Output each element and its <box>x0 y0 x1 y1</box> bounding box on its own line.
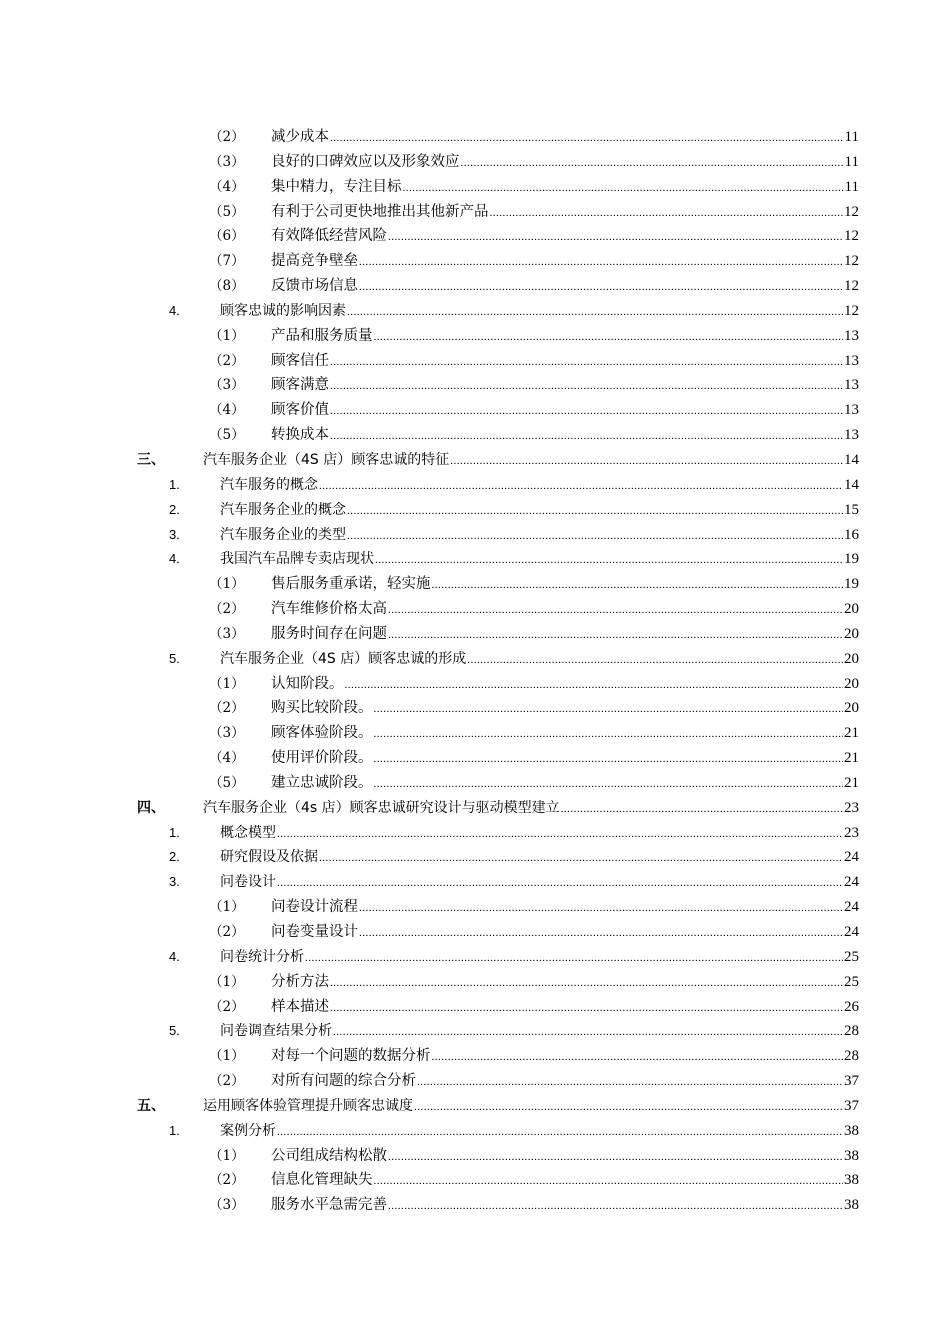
toc-entry-page-number: 13 <box>844 377 859 394</box>
toc-entry-number: （3） <box>209 625 245 642</box>
dot-leader <box>388 225 843 250</box>
dot-leader <box>319 846 843 871</box>
toc-entry-level-3[interactable] <box>0 274 950 299</box>
toc-entry-level-3[interactable] <box>0 672 950 697</box>
toc-entry-number: 5. <box>169 1023 180 1039</box>
toc-entry-level-3[interactable] <box>0 771 950 796</box>
toc-entry-body <box>220 473 859 499</box>
toc-entry-page-number: 12 <box>844 278 859 295</box>
toc-entry-number: （2） <box>209 924 245 940</box>
toc-entry-page-number: 26 <box>844 998 859 1015</box>
toc-entry-page-number: 12 <box>844 203 859 220</box>
toc-entry-title: 反馈市场信息 <box>271 278 358 295</box>
toc-entry-title: 顾客信任 <box>271 352 329 369</box>
toc-entry-number: （1） <box>209 899 245 916</box>
toc-entry-page-number: 13 <box>844 427 859 444</box>
toc-entry-level-3[interactable] <box>0 398 950 423</box>
dot-leader <box>490 201 844 226</box>
toc-entry-number: （3） <box>209 153 245 170</box>
dot-leader <box>330 350 843 375</box>
toc-entry-body <box>271 274 859 300</box>
toc-entry-title: 问卷变量设计 <box>271 924 358 940</box>
toc-entry-page-number: 38 <box>844 1172 859 1189</box>
table-of-contents <box>0 125 950 1218</box>
dot-leader <box>277 871 843 896</box>
dot-leader <box>333 1020 843 1045</box>
dot-leader <box>330 971 843 996</box>
toc-entry-page-number: 20 <box>844 700 859 717</box>
toc-entry-page-number: 12 <box>844 228 859 245</box>
dot-leader <box>359 275 843 300</box>
toc-entry-body <box>271 125 859 151</box>
toc-entry-level-2[interactable] <box>0 299 950 324</box>
toc-entry-level-3[interactable] <box>0 200 950 225</box>
dot-leader <box>330 374 843 399</box>
toc-entry-body <box>271 175 859 201</box>
toc-entry-body <box>220 821 859 847</box>
toc-entry-number: （2） <box>209 129 245 145</box>
toc-entry-number: （7） <box>209 253 245 270</box>
toc-entry-level-3[interactable] <box>0 324 950 349</box>
toc-entry-page-number: 21 <box>844 750 859 767</box>
dot-leader <box>277 1120 843 1145</box>
toc-entry-page-number: 16 <box>844 526 859 543</box>
toc-entry-title: 汽车服务企业（4S 店）顾客忠诚的形成 <box>220 650 467 667</box>
toc-entry-title: 我国汽车品牌专卖店现状 <box>220 551 374 568</box>
toc-entry-number: （3） <box>209 725 245 742</box>
toc-entry-level-3[interactable] <box>0 920 950 945</box>
dot-leader <box>417 1070 843 1095</box>
toc-entry-title: 问卷统计分析 <box>220 948 304 965</box>
toc-entry-level-3[interactable] <box>0 249 950 274</box>
toc-entry-page-number: 20 <box>844 675 859 692</box>
toc-entry-title: 问卷设计 <box>220 874 276 891</box>
toc-entry-body <box>271 672 859 698</box>
toc-entry-body <box>271 1144 859 1170</box>
toc-entry-page-number: 12 <box>844 302 859 319</box>
toc-entry-title: 分析方法 <box>271 973 329 990</box>
toc-entry-number: （2） <box>209 998 245 1015</box>
toc-entry-body <box>220 1119 859 1145</box>
toc-entry-number: （4） <box>209 750 245 767</box>
toc-entry-body <box>220 647 859 673</box>
dot-leader <box>450 449 843 474</box>
toc-entry-title: 问卷设计流程 <box>271 899 358 916</box>
toc-entry-page-number: 25 <box>844 948 859 965</box>
toc-entry-title: 集中精力，专注目标 <box>271 178 402 195</box>
toc-entry-title: 顾客价值 <box>271 402 329 419</box>
toc-entry-body <box>271 895 859 921</box>
dot-leader <box>330 996 843 1021</box>
toc-entry-title: 产品和服务质量 <box>271 327 373 344</box>
toc-entry-body <box>271 200 859 226</box>
toc-entry-body <box>271 224 859 250</box>
toc-entry-page-number: 37 <box>844 1073 859 1090</box>
toc-entry-level-1[interactable] <box>0 796 950 821</box>
toc-entry-page-number: 37 <box>844 1097 859 1114</box>
dot-leader <box>330 424 843 449</box>
toc-entry-title: 对每一个问题的数据分析 <box>271 1048 431 1065</box>
toc-entry-level-3[interactable] <box>0 423 950 448</box>
toc-entry-body <box>271 1193 859 1219</box>
toc-entry-number: （4） <box>209 402 245 419</box>
toc-entry-page-number: 19 <box>844 576 859 593</box>
toc-entry-level-2[interactable] <box>0 870 950 895</box>
toc-entry-body <box>271 746 859 772</box>
toc-entry-page-number: 12 <box>844 253 859 270</box>
toc-entry-number: （5） <box>209 427 245 444</box>
toc-entry-title: 顾客满意 <box>271 377 329 394</box>
toc-entry-title: 运用顾客体验管理提升顾客忠诚度 <box>203 1097 413 1114</box>
toc-entry-title: 建立忠诚阶段。 <box>271 774 373 791</box>
toc-entry-page-number: 21 <box>844 774 859 791</box>
dot-leader <box>374 1169 844 1194</box>
dot-leader <box>432 1045 844 1070</box>
toc-entry-body <box>271 324 859 350</box>
toc-entry-level-3[interactable] <box>0 1069 950 1094</box>
dot-leader <box>359 250 843 275</box>
toc-entry-title: 汽车服务企业的概念 <box>220 501 346 518</box>
toc-entry-level-3[interactable] <box>0 597 950 622</box>
dot-leader <box>347 499 843 524</box>
toc-entry-number: （1） <box>209 327 245 344</box>
toc-entry-body <box>271 1044 859 1070</box>
toc-entry-number: 1. <box>169 824 180 840</box>
toc-entry-body <box>271 423 859 449</box>
toc-entry-level-3[interactable] <box>0 150 950 175</box>
dot-leader <box>359 921 843 946</box>
toc-entry-level-2[interactable] <box>0 1119 950 1144</box>
toc-entry-page-number: 38 <box>844 1197 859 1214</box>
dot-leader <box>432 573 844 598</box>
toc-entry-level-2[interactable] <box>0 523 950 548</box>
toc-entry-level-2[interactable] <box>0 945 950 970</box>
toc-entry-title: 减少成本 <box>271 129 329 145</box>
toc-entry-number: 三、 <box>137 451 165 468</box>
toc-entry-level-2[interactable] <box>0 547 950 572</box>
toc-entry-page-number: 13 <box>844 352 859 369</box>
toc-entry-level-3[interactable] <box>0 1193 950 1218</box>
dot-leader <box>388 598 843 623</box>
dot-leader <box>374 772 844 797</box>
toc-entry-level-3[interactable] <box>0 721 950 746</box>
toc-entry-number: （1） <box>209 1147 245 1164</box>
toc-entry-level-3[interactable] <box>0 970 950 995</box>
toc-entry-level-3[interactable] <box>0 175 950 200</box>
toc-entry-number: 4. <box>169 948 180 964</box>
dot-leader <box>347 524 843 549</box>
toc-entry-body <box>220 945 859 971</box>
dot-leader <box>374 325 844 350</box>
toc-entry-title: 案例分析 <box>220 1122 276 1139</box>
dot-leader <box>414 1095 843 1120</box>
toc-entry-level-3[interactable] <box>0 696 950 721</box>
dot-leader <box>347 300 843 325</box>
toc-entry-page-number: 14 <box>844 451 859 468</box>
toc-entry-body <box>271 349 859 375</box>
toc-entry-number: 五、 <box>137 1097 165 1114</box>
toc-entry-page-number: 24 <box>844 899 859 916</box>
toc-entry-title: 汽车服务企业（4s 店）顾客忠诚研究设计与驱动模型建立 <box>203 799 560 816</box>
toc-entry-number: （8） <box>209 278 245 295</box>
dot-leader <box>359 896 843 921</box>
toc-entry-title: 样本描述 <box>271 998 329 1015</box>
toc-entry-body <box>220 870 859 896</box>
toc-entry-page-number: 11 <box>844 129 859 145</box>
toc-entry-body <box>271 1168 859 1194</box>
toc-entry-body <box>271 1069 859 1095</box>
toc-entry-level-2[interactable] <box>0 1019 950 1044</box>
toc-entry-page-number: 20 <box>844 650 859 667</box>
toc-entry-title: 良好的口碑效应以及形象效应 <box>271 153 460 170</box>
toc-entry-number: 5. <box>169 650 180 666</box>
toc-entry-number: （1） <box>209 576 245 593</box>
toc-entry-body <box>271 572 859 598</box>
toc-entry-title: 对所有问题的综合分析 <box>271 1073 416 1090</box>
toc-entry-number: （1） <box>209 973 245 990</box>
dot-leader <box>330 126 844 151</box>
toc-entry-body <box>220 845 859 871</box>
toc-entry-page-number: 23 <box>844 824 859 841</box>
toc-entry-title: 认知阶段。 <box>271 675 344 692</box>
toc-entry-title: 有利于公司更快地推出其他新产品 <box>271 203 489 220</box>
toc-entry-body <box>271 249 859 275</box>
toc-entry-number: 3. <box>169 526 180 542</box>
toc-entry-body <box>220 1019 859 1045</box>
toc-entry-number: 1. <box>169 1122 180 1138</box>
toc-entry-level-3[interactable] <box>0 125 950 150</box>
toc-entry-title: 汽车服务企业的类型 <box>220 526 346 543</box>
toc-entry-number: （1） <box>209 675 245 692</box>
toc-entry-title: 使用评价阶段。 <box>271 750 373 767</box>
toc-entry-page-number: 20 <box>844 625 859 642</box>
toc-entry-number: （3） <box>209 1197 245 1214</box>
toc-entry-title: 顾客体验阶段。 <box>271 725 373 742</box>
toc-entry-body <box>271 771 859 797</box>
toc-entry-level-1[interactable] <box>0 448 950 473</box>
toc-entry-title: 转换成本 <box>271 427 329 444</box>
toc-entry-number: 3. <box>169 874 180 890</box>
toc-entry-body <box>271 373 859 399</box>
dot-leader <box>374 722 844 747</box>
toc-entry-level-3[interactable] <box>0 1168 950 1193</box>
toc-entry-page-number: 23 <box>844 799 859 816</box>
toc-entry-number: （2） <box>209 601 245 618</box>
dot-leader <box>374 747 844 772</box>
toc-entry-page-number: 11 <box>844 153 859 170</box>
dot-leader <box>330 399 843 424</box>
toc-entry-level-2[interactable] <box>0 845 950 870</box>
dot-leader <box>319 474 843 499</box>
toc-entry-level-3[interactable] <box>0 746 950 771</box>
toc-entry-level-3[interactable] <box>0 1144 950 1169</box>
dot-leader <box>345 673 844 698</box>
toc-entry-title: 研究假设及依据 <box>220 849 318 866</box>
toc-entry-page-number: 24 <box>844 874 859 891</box>
toc-entry-number: （5） <box>209 774 245 791</box>
toc-entry-title: 信息化管理缺失 <box>271 1172 373 1189</box>
toc-entry-body <box>220 498 859 524</box>
toc-entry-level-3[interactable] <box>0 349 950 374</box>
toc-entry-body <box>203 796 859 822</box>
dot-leader <box>375 548 843 573</box>
toc-entry-page-number: 13 <box>844 327 859 344</box>
toc-entry-number: 4. <box>169 302 180 318</box>
toc-entry-number: 四、 <box>137 799 165 816</box>
toc-entry-body <box>271 920 859 946</box>
toc-entry-body <box>271 995 859 1021</box>
toc-entry-number: （2） <box>209 1073 245 1090</box>
toc-entry-number: （6） <box>209 228 245 245</box>
toc-entry-title: 汽车服务企业（4S 店）顾客忠诚的特征 <box>203 451 450 468</box>
toc-entry-number: 1. <box>169 476 180 492</box>
toc-entry-page-number: 28 <box>844 1048 859 1065</box>
toc-entry-body <box>203 1094 859 1120</box>
toc-entry-number: （5） <box>209 203 245 220</box>
toc-entry-body <box>271 970 859 996</box>
toc-entry-page-number: 38 <box>844 1147 859 1164</box>
toc-entry-level-1[interactable] <box>0 1094 950 1119</box>
toc-entry-level-3[interactable] <box>0 895 950 920</box>
toc-entry-body <box>271 721 859 747</box>
dot-leader <box>388 623 843 648</box>
toc-entry-body <box>271 597 859 623</box>
toc-entry-number: 4. <box>169 551 180 567</box>
toc-entry-level-2[interactable] <box>0 647 950 672</box>
toc-entry-number: 2. <box>169 849 180 865</box>
toc-entry-title: 服务水平急需完善 <box>271 1197 387 1214</box>
toc-entry-number: （1） <box>209 1048 245 1065</box>
dot-leader <box>461 151 844 176</box>
toc-entry-body <box>271 398 859 424</box>
toc-entry-number: （3） <box>209 377 245 394</box>
dot-leader <box>277 822 843 847</box>
toc-entry-level-3[interactable] <box>0 224 950 249</box>
toc-entry-page-number: 15 <box>844 501 859 518</box>
dot-leader <box>403 176 844 201</box>
toc-entry-level-2[interactable] <box>0 498 950 523</box>
toc-entry-title: 提高竞争壁垒 <box>271 253 358 270</box>
toc-entry-number: （2） <box>209 352 245 369</box>
toc-entry-page-number: 24 <box>844 924 859 940</box>
dot-leader <box>388 1145 843 1170</box>
toc-entry-page-number: 13 <box>844 402 859 419</box>
dot-leader <box>561 797 843 822</box>
toc-entry-number: （2） <box>209 1172 245 1189</box>
toc-entry-page-number: 24 <box>844 849 859 866</box>
toc-entry-title: 公司组成结构松散 <box>271 1147 387 1164</box>
toc-entry-page-number: 38 <box>844 1122 859 1139</box>
toc-entry-page-number: 14 <box>844 476 859 493</box>
toc-entry-title: 售后服务重承诺，轻实施 <box>271 576 431 593</box>
toc-entry-number: （4） <box>209 178 245 195</box>
toc-entry-number: （2） <box>209 700 245 717</box>
toc-entry-body <box>203 448 859 474</box>
toc-entry-body <box>220 299 859 325</box>
toc-entry-page-number: 20 <box>844 601 859 618</box>
toc-entry-level-3[interactable] <box>0 572 950 597</box>
toc-entry-body <box>271 150 859 176</box>
dot-leader <box>305 946 843 971</box>
dot-leader <box>467 648 843 673</box>
dot-leader <box>374 697 844 722</box>
toc-entry-level-3[interactable] <box>0 622 950 647</box>
toc-entry-title: 购买比较阶段。 <box>271 700 373 717</box>
toc-entry-level-3[interactable] <box>0 995 950 1020</box>
toc-entry-title: 概念模型 <box>220 824 276 841</box>
toc-entry-title: 问卷调查结果分析 <box>220 1023 332 1040</box>
toc-entry-body <box>220 523 859 549</box>
toc-entry-level-2[interactable] <box>0 473 950 498</box>
toc-entry-level-3[interactable] <box>0 373 950 398</box>
toc-entry-number: 2. <box>169 501 180 517</box>
toc-entry-body <box>271 696 859 722</box>
dot-leader <box>388 1194 843 1219</box>
toc-entry-title: 服务时间存在问题 <box>271 625 387 642</box>
toc-entry-level-3[interactable] <box>0 1044 950 1069</box>
toc-entry-page-number: 25 <box>844 973 859 990</box>
toc-entry-body <box>220 547 859 573</box>
toc-entry-title: 汽车服务的概念 <box>220 476 318 493</box>
toc-entry-title: 顾客忠诚的影响因素 <box>220 302 346 319</box>
toc-entry-level-2[interactable] <box>0 821 950 846</box>
toc-entry-title: 有效降低经营风险 <box>271 228 387 245</box>
toc-entry-page-number: 28 <box>844 1023 859 1040</box>
toc-entry-body <box>271 622 859 648</box>
toc-entry-page-number: 21 <box>844 725 859 742</box>
toc-entry-title: 汽车维修价格太高 <box>271 601 387 618</box>
toc-entry-page-number: 19 <box>844 551 859 568</box>
toc-entry-page-number: 11 <box>844 178 859 195</box>
